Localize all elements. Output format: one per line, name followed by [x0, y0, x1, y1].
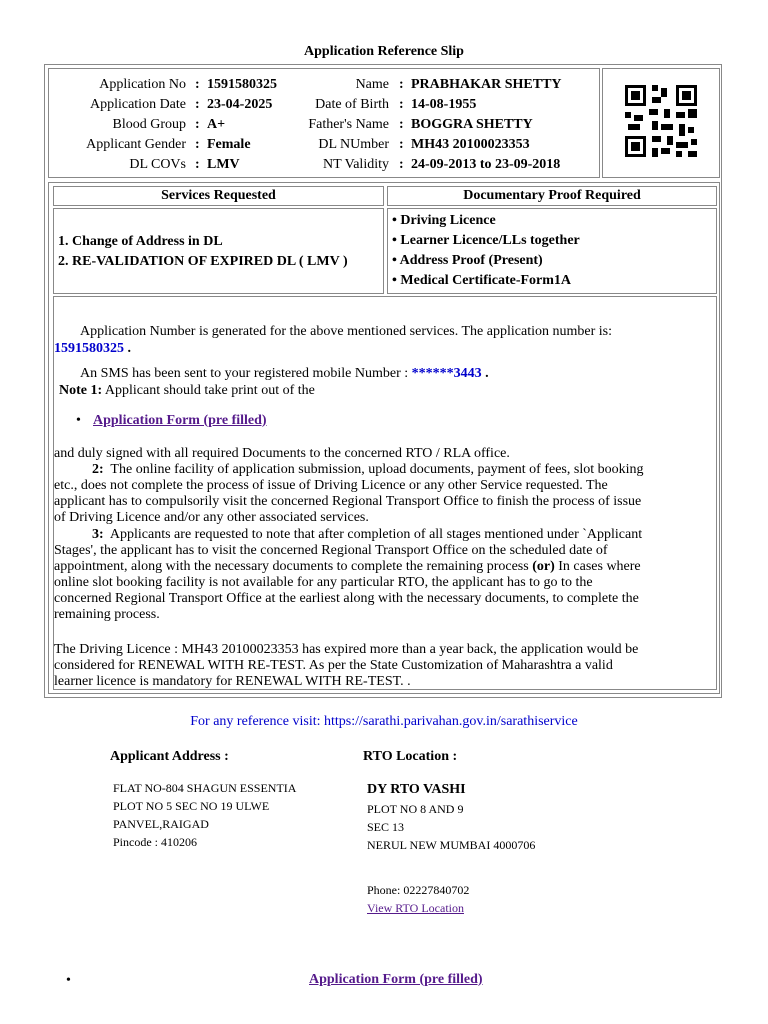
colon: : [195, 117, 200, 132]
colon: : [399, 77, 404, 92]
app-number-value: 1591580325 [54, 341, 124, 356]
form-link-bullet: • [76, 413, 81, 428]
nt-validity-value: 24-09-2013 to 23-09-2018 [411, 157, 561, 172]
services-header: Services Requested [53, 186, 384, 206]
address-line: PLOT NO 5 SEC NO 19 ULWE [113, 799, 270, 813]
services-list [53, 208, 384, 294]
note-1-text: Applicant should take print out of the [104, 383, 315, 398]
address-line: FLAT NO-804 SHAGUN ESSENTIA [113, 781, 297, 795]
rto-name: DY RTO VASHI [367, 782, 466, 797]
note-3-line: Applicants are requested to note that after completion of all stages mentioned under `Applicant [109, 527, 643, 542]
dl-expiry-line: The Driving Licence : MH43 20100023353 has expired more than a year back, the application would be [54, 642, 639, 657]
dl-covs-value: LMV [207, 157, 240, 172]
service-item: 1. Change of Address in DL [58, 234, 223, 249]
note-3-line: Stages', the applicant has to visit the concerned Regional Transport Office on the scheduled date of [54, 543, 608, 558]
reference-text: For any reference visit: https://sarathi.parivahan.gov.in/sarathiservice [190, 714, 578, 729]
colon: : [195, 137, 200, 152]
qr-code-icon [625, 85, 697, 157]
name-value: PRABHAKAR SHETTY [411, 77, 562, 92]
note-2-line: of Driving Licence and/or any other associated services. [54, 510, 369, 525]
note-3-line: In cases where [558, 559, 641, 574]
note-2-line: The online facility of application submission, upload documents, payment of fees, slot booking [110, 462, 644, 477]
dl-expiry-line: learner licence is mandatory for RENEWAL WITH RE-TEST. . [54, 674, 411, 689]
period: . [485, 366, 489, 381]
rto-phone: Phone: 02227840702 [367, 883, 470, 897]
bottom-bullet: • [66, 973, 71, 988]
colon: : [399, 97, 404, 112]
doc-item: • Medical Certificate-Form1A [392, 273, 572, 288]
note-1 [59, 383, 315, 399]
note-3-line: concerned Regional Transport Office at the earliest along with the necessary documents, to complete the [54, 591, 639, 606]
gender-label: Applicant Gender [86, 137, 186, 152]
sms-sentence: An SMS has been sent to your registered mobile Number : [80, 366, 409, 381]
period: . [127, 341, 131, 356]
colon: : [399, 137, 404, 152]
dl-number-value: MH43 20100023353 [411, 137, 530, 152]
note-2-line: etc., does not complete the process of issue of Driving Licence or any other Service requested. The [54, 478, 608, 493]
note-3-line: appointment, along with the necessary documents to complete the remaining process [54, 559, 529, 574]
app-number-sentence: Application Number is generated for the above mentioned services. The application number is: [80, 324, 612, 339]
note-3-or: (or) [532, 559, 555, 574]
page-title: Application Reference Slip [304, 44, 464, 59]
gender-value: Female [207, 137, 251, 152]
bottom-application-form-link[interactable]: Application Form (pre filled) [309, 972, 483, 987]
rto-address-line: NERUL NEW MUMBAI 4000706 [367, 838, 536, 852]
applicant-address [113, 779, 296, 851]
father-name-value: BOGGRA SHETTY [411, 117, 533, 132]
doc-item: • Learner Licence/LLs together [392, 233, 580, 248]
pincode: Pincode : 410206 [113, 835, 197, 849]
colon: : [195, 97, 200, 112]
colon: : [195, 77, 200, 92]
applicant-info-box [48, 68, 600, 178]
note-3 [54, 527, 704, 623]
docs-list [387, 208, 717, 294]
dob-label: Date of Birth [315, 97, 389, 112]
application-no-value: 1591580325 [207, 77, 277, 92]
note-2-label: 2: [92, 462, 104, 477]
dl-expiry-note [54, 642, 704, 690]
sms-text [80, 366, 489, 382]
note-2 [54, 462, 704, 526]
dob-value: 14-08-1955 [411, 97, 477, 112]
app-number-text [54, 323, 704, 357]
service-item: 2. RE-VALIDATION OF EXPIRED DL ( LMV ) [58, 254, 348, 269]
note-1-label: Note 1: [59, 383, 103, 398]
colon: : [399, 157, 404, 172]
application-date-label: Application Date [89, 97, 186, 112]
rto-address-line: SEC 13 [367, 820, 405, 834]
father-name-label: Father's Name [308, 117, 389, 132]
application-no-label: Application No [99, 77, 186, 92]
application-date-value: 23-04-2025 [207, 97, 273, 112]
dl-number-label: DL NUmber [318, 137, 389, 152]
application-form-link[interactable]: Application Form (pre filled) [93, 413, 267, 428]
name-label: Name [355, 77, 389, 92]
colon: : [399, 117, 404, 132]
qr-code-box [602, 68, 720, 178]
address-line: PANVEL,RAIGAD [113, 817, 209, 831]
note-1-continued: and duly signed with all required Documents to the concerned RTO / RLA office. [54, 446, 510, 461]
sms-number: ******3443 [411, 366, 482, 381]
colon: : [195, 157, 200, 172]
note-3-line: online slot booking facility is not available for any particular RTO, the applicant has to go to the [54, 575, 593, 590]
rto-location-label: RTO Location : [363, 749, 458, 764]
doc-item: • Driving Licence [392, 213, 496, 228]
note-3-line: remaining process. [54, 607, 160, 622]
rto-address [367, 800, 535, 854]
applicant-address-label: Applicant Address : [110, 749, 229, 764]
dl-covs-label: DL COVs [129, 157, 186, 172]
docs-header: Documentary Proof Required [387, 186, 717, 206]
blood-group-value: A+ [207, 117, 226, 132]
blood-group-label: Blood Group [112, 117, 186, 132]
note-2-line: applicant has to compulsorily visit the concerned Regional Transport Office to finish the process of issue [54, 494, 642, 509]
nt-validity-label: NT Validity [323, 157, 389, 172]
doc-item: • Address Proof (Present) [392, 253, 543, 268]
view-rto-location-link[interactable]: View RTO Location [367, 901, 464, 915]
dl-expiry-line: considered for RENEWAL WITH RE-TEST. As per the State Customization of Maharashtra a valid [54, 658, 613, 673]
rto-address-line: PLOT NO 8 AND 9 [367, 802, 464, 816]
note-3-label: 3: [92, 527, 104, 542]
